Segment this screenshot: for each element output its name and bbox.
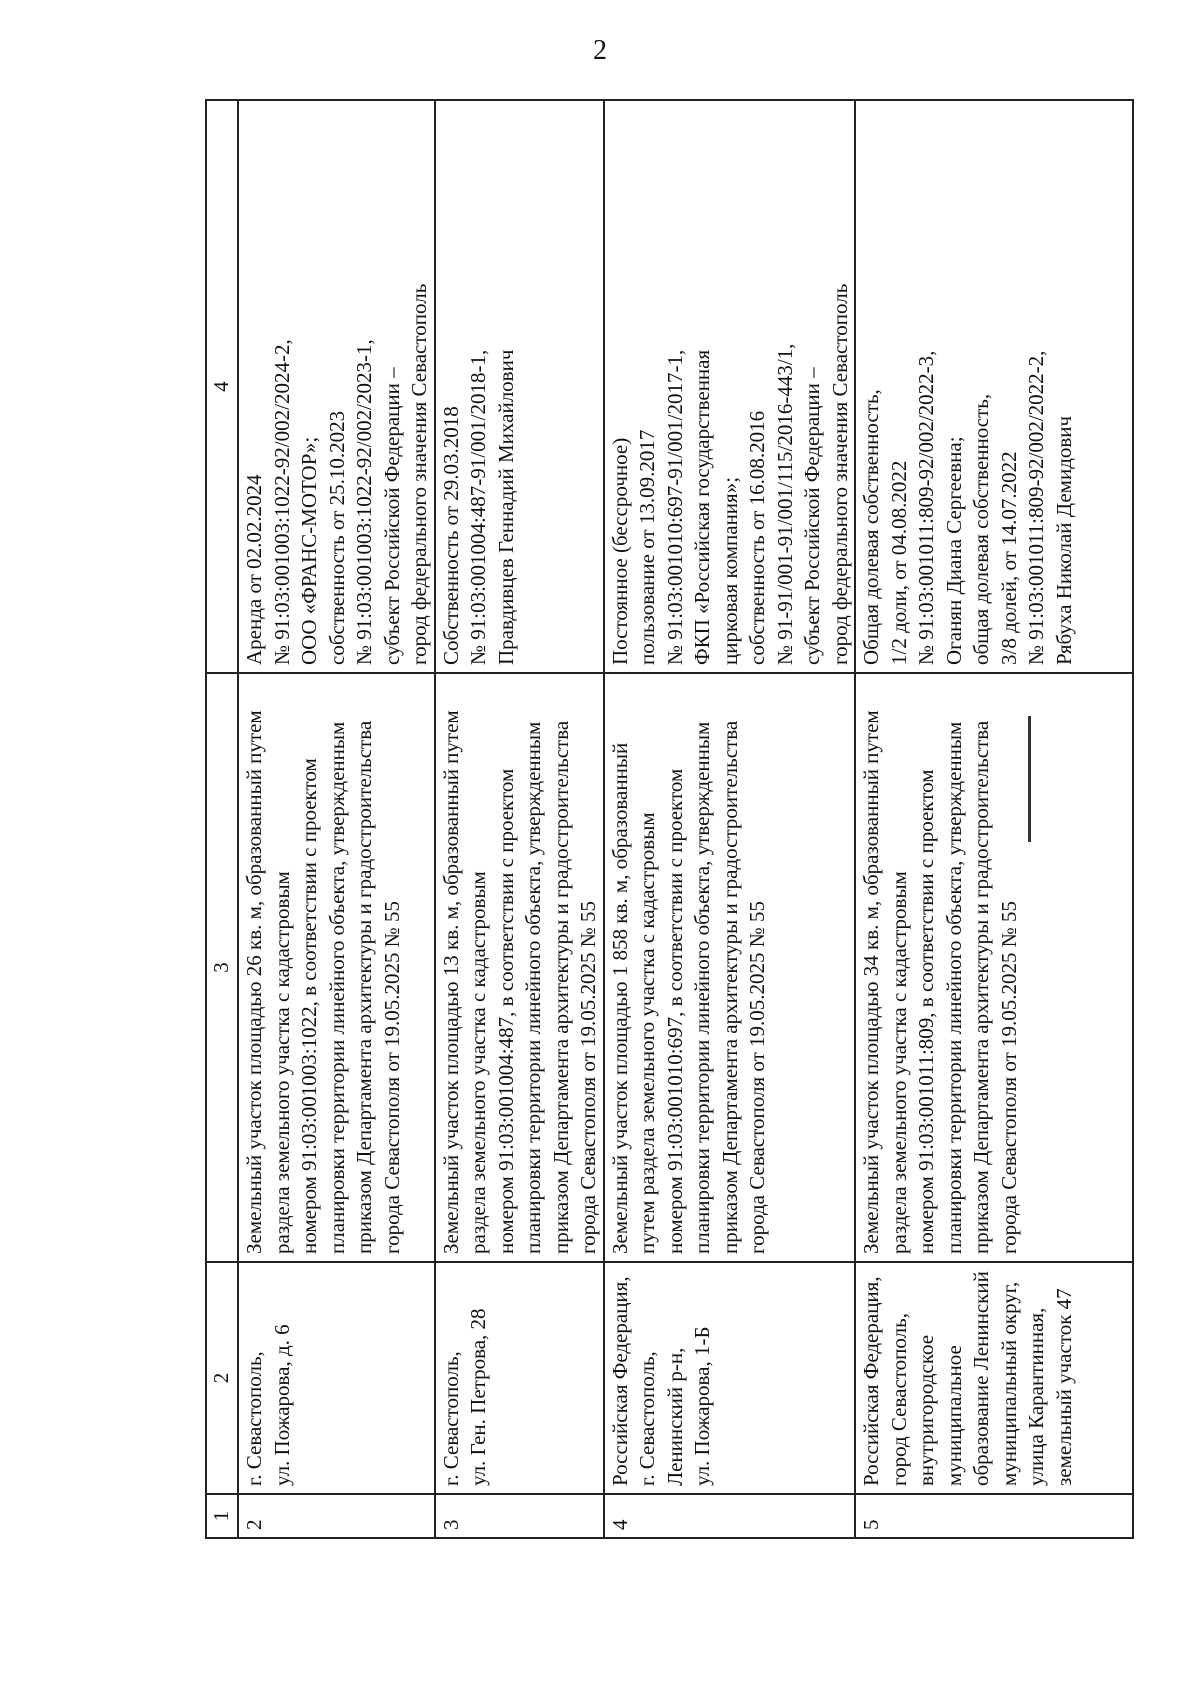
rights-line: общая долевая собственность, — [969, 393, 993, 665]
description-line: города Севастополя от 19.05.2025 № 55 — [379, 900, 404, 1254]
description-line: приказом Департамента архитектуры и градостроительства — [352, 720, 376, 1254]
address-line: г. Севастополь, — [438, 1351, 463, 1486]
description-line: раздела земельного участка с кадастровым — [466, 871, 490, 1254]
rights-line: собственность от 25.10.2023 — [324, 410, 349, 665]
address-line: муниципальный округ, — [996, 1281, 1021, 1486]
end-of-document-rule — [1028, 716, 1031, 842]
address-line: Российская Федерация, — [859, 1276, 883, 1486]
rights-cell — [604, 100, 856, 673]
rotated-table-frame — [205, 101, 1075, 1539]
header-col-1: 1 — [206, 1494, 238, 1538]
description-cell — [435, 673, 604, 1262]
table-row — [855, 100, 1133, 1538]
rights-line: субъект Российской Федерации – — [379, 367, 404, 665]
address-line: ул. Пожарова, 1-Б — [690, 1326, 714, 1486]
description-line: планировки территории линейного объекта, утвержденным — [521, 721, 545, 1254]
address-cell — [435, 1262, 604, 1494]
description-line: раздела земельного участка с кадастровым — [269, 871, 294, 1254]
rights-cell — [238, 100, 435, 673]
header-col-3: 3 — [206, 673, 238, 1262]
rights-line: ООО «ФРАНС-МОТОР»; — [297, 436, 321, 665]
address-cell — [855, 1262, 1133, 1494]
row-number: 2 — [238, 1494, 435, 1538]
rights-cell — [855, 100, 1133, 673]
rights-line: 1/2 доли, от 04.08.2022 — [886, 460, 911, 665]
address-line: внутригородское — [914, 1334, 938, 1486]
description-cell — [604, 673, 856, 1262]
address-line: г. Севастополь, — [242, 1351, 266, 1486]
description-line: номером 91:03:001010:697, в соответствии с проектом — [662, 768, 687, 1254]
header-col-2: 2 — [206, 1262, 238, 1494]
description-line: города Севастополя от 19.05.2025 № 55 — [996, 900, 1021, 1254]
table-row — [238, 100, 435, 1538]
description-line: приказом Департамента архитектуры и градостроительства — [548, 720, 573, 1254]
description-line: раздела земельного участка с кадастровым — [886, 871, 911, 1254]
rights-line: субъект Российской Федерации – — [800, 367, 824, 665]
rights-line: Аренда от 02.02.2024 — [242, 474, 266, 665]
rights-line: 3/8 долей, от 14.07.2022 — [996, 451, 1021, 665]
row-number: 3 — [435, 1494, 604, 1538]
description-cell — [238, 673, 435, 1262]
address-line: муниципальное — [941, 1345, 966, 1486]
address-line: образование Ленинский — [969, 1271, 993, 1486]
table-body — [238, 100, 1133, 1538]
address-line: земельный участок 47 — [1051, 1288, 1076, 1486]
description-line: приказом Департамента архитектуры и градостроительства — [969, 720, 993, 1254]
description-line: планировки территории линейного объекта, утвержденным — [941, 721, 966, 1254]
description-line: приказом Департамента архитектуры и градостроительства — [717, 720, 742, 1254]
description-line: Земельный участок площадью 1 858 кв. м, образованный — [607, 742, 632, 1254]
rights-line: цирковая компания»; — [717, 476, 742, 665]
description-line: номером 91:03:001003:1022, в соответствии с проектом — [297, 758, 321, 1254]
description-line: планировки территории линейного объекта, утвержденным — [690, 721, 714, 1254]
table-header-row — [206, 100, 238, 1538]
description-line: города Севастополя от 19.05.2025 № 55 — [576, 900, 600, 1254]
description-line: номером 91:03:001011:809, в соответствии с проектом — [914, 769, 938, 1254]
rights-line: Постоянное (бессрочное) — [607, 437, 632, 665]
description-line: путем раздела земельного участка с кадастровым — [635, 812, 659, 1254]
address-cell — [604, 1262, 856, 1494]
description-line: номером 91:03:001004:487, в соответствии с проектом — [493, 768, 518, 1254]
rights-line: № 91:03:001003:1022-92/002/2023-1, — [352, 339, 376, 665]
row-number: 4 — [604, 1494, 856, 1538]
address-line: улица Карантинная, — [1024, 1307, 1048, 1486]
address-line: Российская Федерация, — [607, 1276, 632, 1486]
rights-line: город федерального значения Севастополь — [407, 283, 431, 665]
description-line: планировки территории линейного объекта, утвержденным — [324, 721, 349, 1254]
rights-line: город федерального значения Севастополь — [827, 283, 852, 665]
description-line: Земельный участок площадью 13 кв. м, образованный путем — [438, 710, 463, 1254]
rights-line: Правдивцев Геннадий Михайлович — [493, 349, 518, 665]
rights-line: собственность от 16.08.2016 — [745, 410, 769, 665]
rights-line: № 91-91/001-91/001/115/2016-443/1, — [772, 343, 797, 665]
rights-line: № 91:03:001003:1022-92/002/2024-2, — [269, 339, 294, 665]
rights-line: № 91:03:001010:697-91/001/2017-1, — [662, 349, 687, 665]
rights-line: ФКП «Российская государственная — [690, 349, 714, 665]
rights-line: Собственность от 29.03.2018 — [438, 406, 463, 665]
table-rotator — [205, 101, 1075, 1539]
rights-line: Оганян Диана Сергеевна; — [941, 436, 966, 665]
rights-line: Общая долевая собственность, — [859, 389, 883, 665]
land-plots-table — [205, 99, 1134, 1539]
table-row — [604, 100, 856, 1538]
description-line: Земельный участок площадью 26 кв. м, образованный путем — [242, 710, 266, 1254]
rights-line: № 91:03:001004:487-91/001/2018-1, — [466, 349, 490, 665]
rights-line: пользование от 13.09.2017 — [635, 429, 659, 665]
address-line: город Севастополь, — [886, 1313, 911, 1486]
address-line: г. Севастополь, — [635, 1351, 659, 1486]
row-number: 5 — [855, 1494, 1133, 1538]
description-line: Земельный участок площадью 34 кв. м, образованный путем — [859, 710, 883, 1254]
header-col-4: 4 — [206, 100, 238, 673]
address-line: Ленинский р-н, — [662, 1347, 687, 1486]
address-line: ул. Ген. Петрова, 28 — [466, 1308, 490, 1486]
rights-line: № 91:03:001011:809-92/002/2022-3, — [914, 350, 938, 665]
description-cell — [855, 673, 1133, 1262]
table-row — [435, 100, 604, 1538]
address-cell — [238, 1262, 435, 1494]
address-line: ул. Пожарова, д. 6 — [269, 1324, 294, 1486]
rights-line: Рябуха Николай Демидович — [1051, 415, 1076, 665]
description-line: города Севастополя от 19.05.2025 № 55 — [745, 900, 769, 1254]
rights-line: № 91:03:001011:809-92/002/2022-2, — [1024, 350, 1048, 665]
page-number: 2 — [593, 35, 607, 66]
rights-cell — [435, 100, 604, 673]
